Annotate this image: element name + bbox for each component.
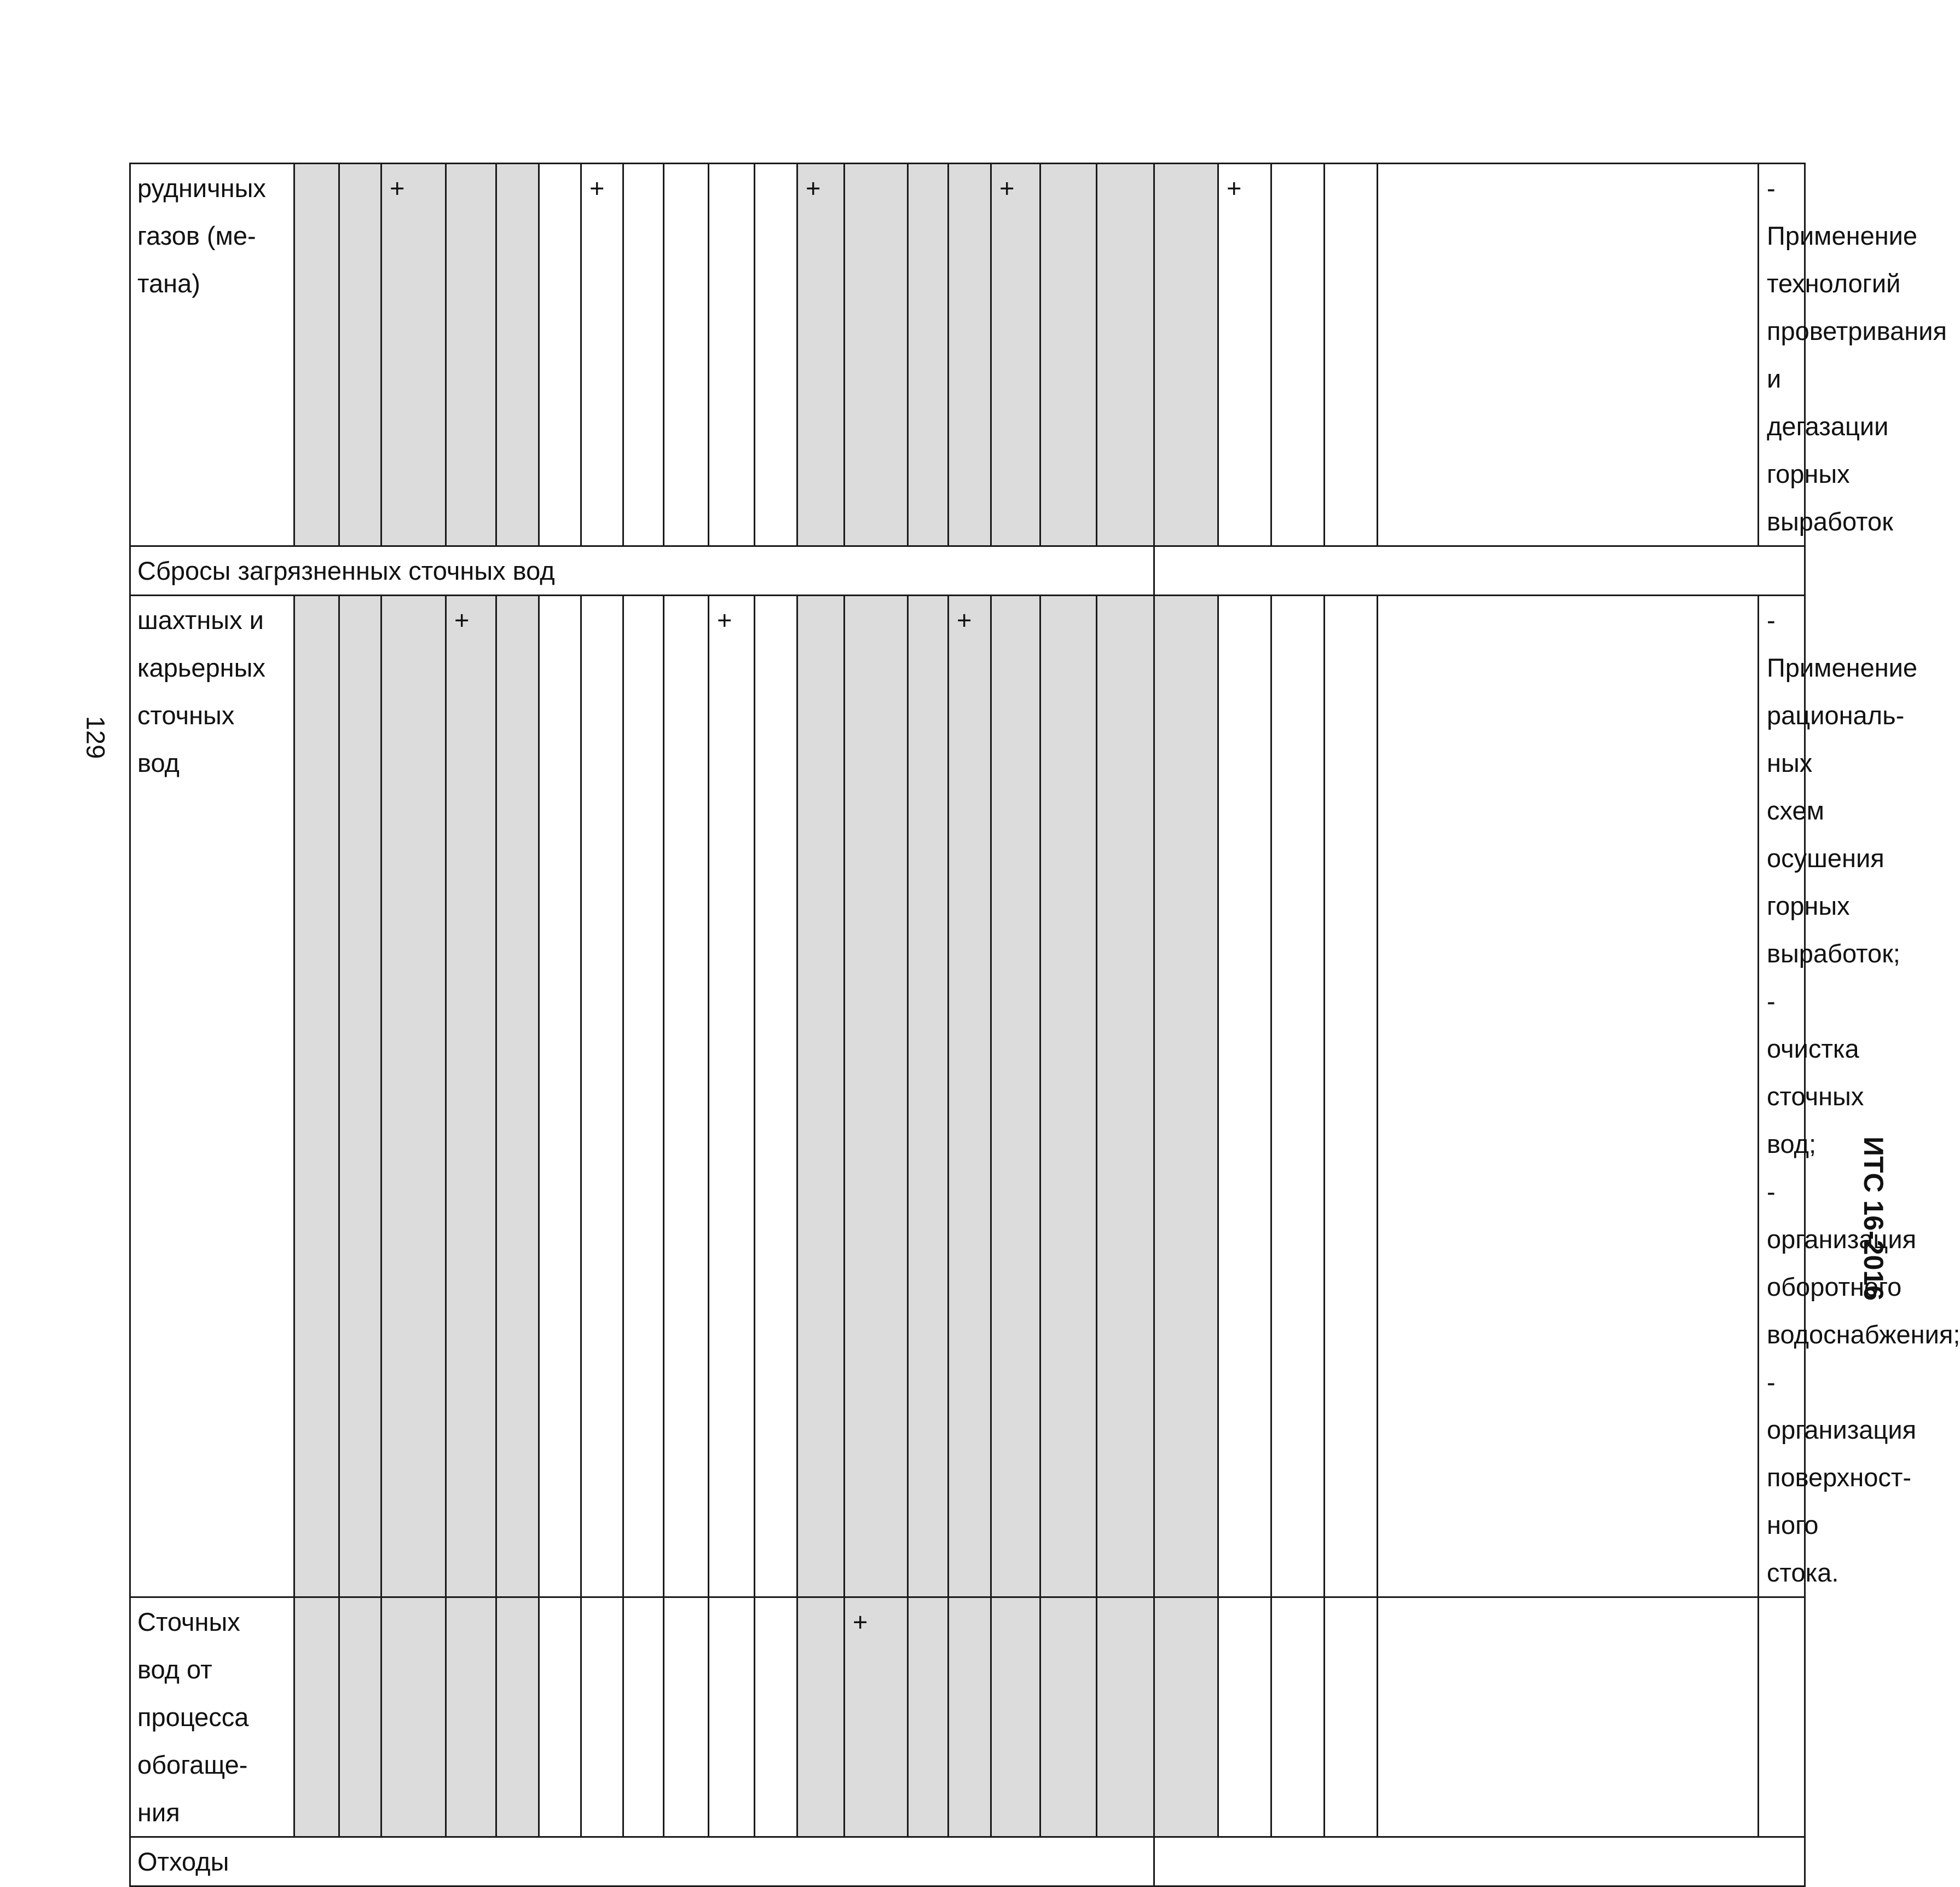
row-label-line: шахтных и — [137, 605, 264, 634]
row-label-line: Сточных — [137, 1607, 240, 1636]
mark-cell — [949, 596, 991, 1597]
mark-cell — [991, 596, 1040, 1597]
mark-cell — [381, 596, 446, 1597]
mark-cell — [664, 596, 709, 1597]
measures-line: водоснабжения; — [1767, 1320, 1960, 1349]
mark-cell — [539, 164, 581, 546]
mark-cell — [446, 1597, 496, 1837]
mark-cell — [294, 1597, 339, 1837]
mark-value: + — [717, 605, 732, 634]
mark-cell — [1097, 596, 1154, 1597]
measures-line: ных схем осушения горных — [1767, 748, 1884, 920]
row-label — [130, 596, 294, 1597]
mark-cell — [1040, 596, 1097, 1597]
mark-cell — [755, 596, 797, 1597]
mark-cell — [991, 164, 1040, 546]
mark-value: + — [999, 174, 1015, 203]
mark-cell — [381, 164, 446, 546]
section-empty-cell — [1154, 546, 1805, 596]
mark-cell — [845, 164, 908, 546]
row-label — [130, 1597, 294, 1837]
mark-cell — [797, 596, 845, 1597]
mark-cell — [845, 596, 908, 1597]
row-label-line: обогаще- — [137, 1750, 248, 1779]
row-label-line: сточных — [137, 701, 235, 730]
mark-cell — [581, 164, 623, 546]
mark-cell — [1154, 1597, 1218, 1837]
mark-cell — [709, 164, 755, 546]
measures-line: - очистка сточных вод; — [1767, 986, 1864, 1158]
row-label-line: вод от — [137, 1655, 212, 1684]
measures-line: ного стока. — [1767, 1510, 1839, 1587]
mark-cell — [1154, 596, 1218, 1597]
row-label-line: тана) — [137, 269, 200, 298]
mark-cell — [339, 596, 381, 1597]
mark-cell — [1271, 1597, 1325, 1837]
mark-cell — [1218, 1597, 1271, 1837]
measures-line: проветривания и дегазации — [1767, 316, 1947, 441]
table-row — [130, 1597, 1805, 1837]
table-row — [130, 164, 1805, 546]
row-label-line: процесса — [137, 1703, 249, 1732]
mark-cell — [381, 1597, 446, 1837]
row-label — [130, 164, 294, 546]
mark-cell — [623, 596, 664, 1597]
mark-cell — [1218, 164, 1271, 546]
mark-cell — [446, 164, 496, 546]
mark-cell — [294, 596, 339, 1597]
mark-cell — [623, 1597, 664, 1837]
mark-cell — [1325, 164, 1378, 546]
mark-cell — [339, 1597, 381, 1837]
page-number: 129 — [81, 715, 111, 759]
row-label-line: ния — [137, 1798, 180, 1827]
mark-cell — [1378, 1597, 1759, 1837]
section-row — [130, 1837, 1805, 1886]
mark-cell — [1040, 164, 1097, 546]
mark-cell — [623, 164, 664, 546]
section-empty-cell — [1154, 1837, 1805, 1886]
mark-cell — [1378, 596, 1759, 1597]
mark-value: + — [957, 605, 972, 634]
mark-cell — [1325, 1597, 1378, 1837]
document-code: ИТС 16-2016 — [1858, 1136, 1889, 1301]
section-heading: Отходы — [130, 1837, 1154, 1886]
mark-cell — [294, 164, 339, 546]
mark-cell — [845, 1597, 908, 1837]
mark-cell — [949, 1597, 991, 1837]
section-row — [130, 546, 1805, 596]
mark-cell — [991, 1597, 1040, 1837]
mark-cell — [949, 164, 991, 546]
measures-line: - организация оборотного — [1767, 1177, 1917, 1301]
mark-value: + — [589, 174, 605, 203]
mark-cell — [339, 164, 381, 546]
mark-cell — [581, 596, 623, 1597]
mark-value: + — [390, 174, 405, 203]
mark-cell — [797, 1597, 845, 1837]
mark-value: + — [806, 174, 821, 203]
mark-value: + — [1227, 174, 1242, 203]
mark-cell — [1218, 596, 1271, 1597]
row-label-line: карьерных — [137, 653, 265, 682]
measures-cell — [1759, 1597, 1805, 1837]
measures-line: - Применение технологий — [1767, 174, 1918, 298]
row-label-line: рудничных — [137, 174, 266, 203]
mark-cell — [446, 596, 496, 1597]
mark-cell — [755, 164, 797, 546]
mark-cell — [1097, 1597, 1154, 1837]
mark-cell — [755, 1597, 797, 1837]
mark-cell — [539, 596, 581, 1597]
row-label-line: газов (ме- — [137, 221, 256, 250]
mark-value: + — [853, 1607, 868, 1636]
mark-cell — [496, 596, 539, 1597]
mark-value: + — [454, 605, 470, 634]
row-label-line: вод — [137, 748, 180, 777]
mark-cell — [709, 1597, 755, 1837]
mark-cell — [1040, 1597, 1097, 1837]
mark-cell — [1154, 164, 1218, 546]
measures-line: выработок; — [1767, 939, 1900, 968]
mark-cell — [581, 1597, 623, 1837]
mark-cell — [1378, 164, 1759, 546]
mark-cell — [709, 596, 755, 1597]
mark-cell — [908, 596, 949, 1597]
mark-cell — [664, 1597, 709, 1837]
mark-cell — [496, 1597, 539, 1837]
mark-cell — [1097, 164, 1154, 546]
table-row — [130, 596, 1805, 1597]
mark-cell — [797, 164, 845, 546]
mark-cell — [908, 1597, 949, 1837]
measures-line: - Применение рациональ- — [1767, 605, 1918, 730]
measures-line: горных выработок — [1767, 459, 1893, 536]
mark-cell — [664, 164, 709, 546]
measures-line: - организация поверхност- — [1767, 1367, 1917, 1492]
mark-cell — [908, 164, 949, 546]
mark-cell — [1325, 596, 1378, 1597]
mark-cell — [539, 1597, 581, 1837]
mark-cell — [1271, 596, 1325, 1597]
mark-cell — [1271, 164, 1325, 546]
measures-cell — [1759, 164, 1947, 546]
section-heading: Сбросы загрязненных сточных вод — [130, 546, 1154, 596]
mark-cell — [496, 164, 539, 546]
